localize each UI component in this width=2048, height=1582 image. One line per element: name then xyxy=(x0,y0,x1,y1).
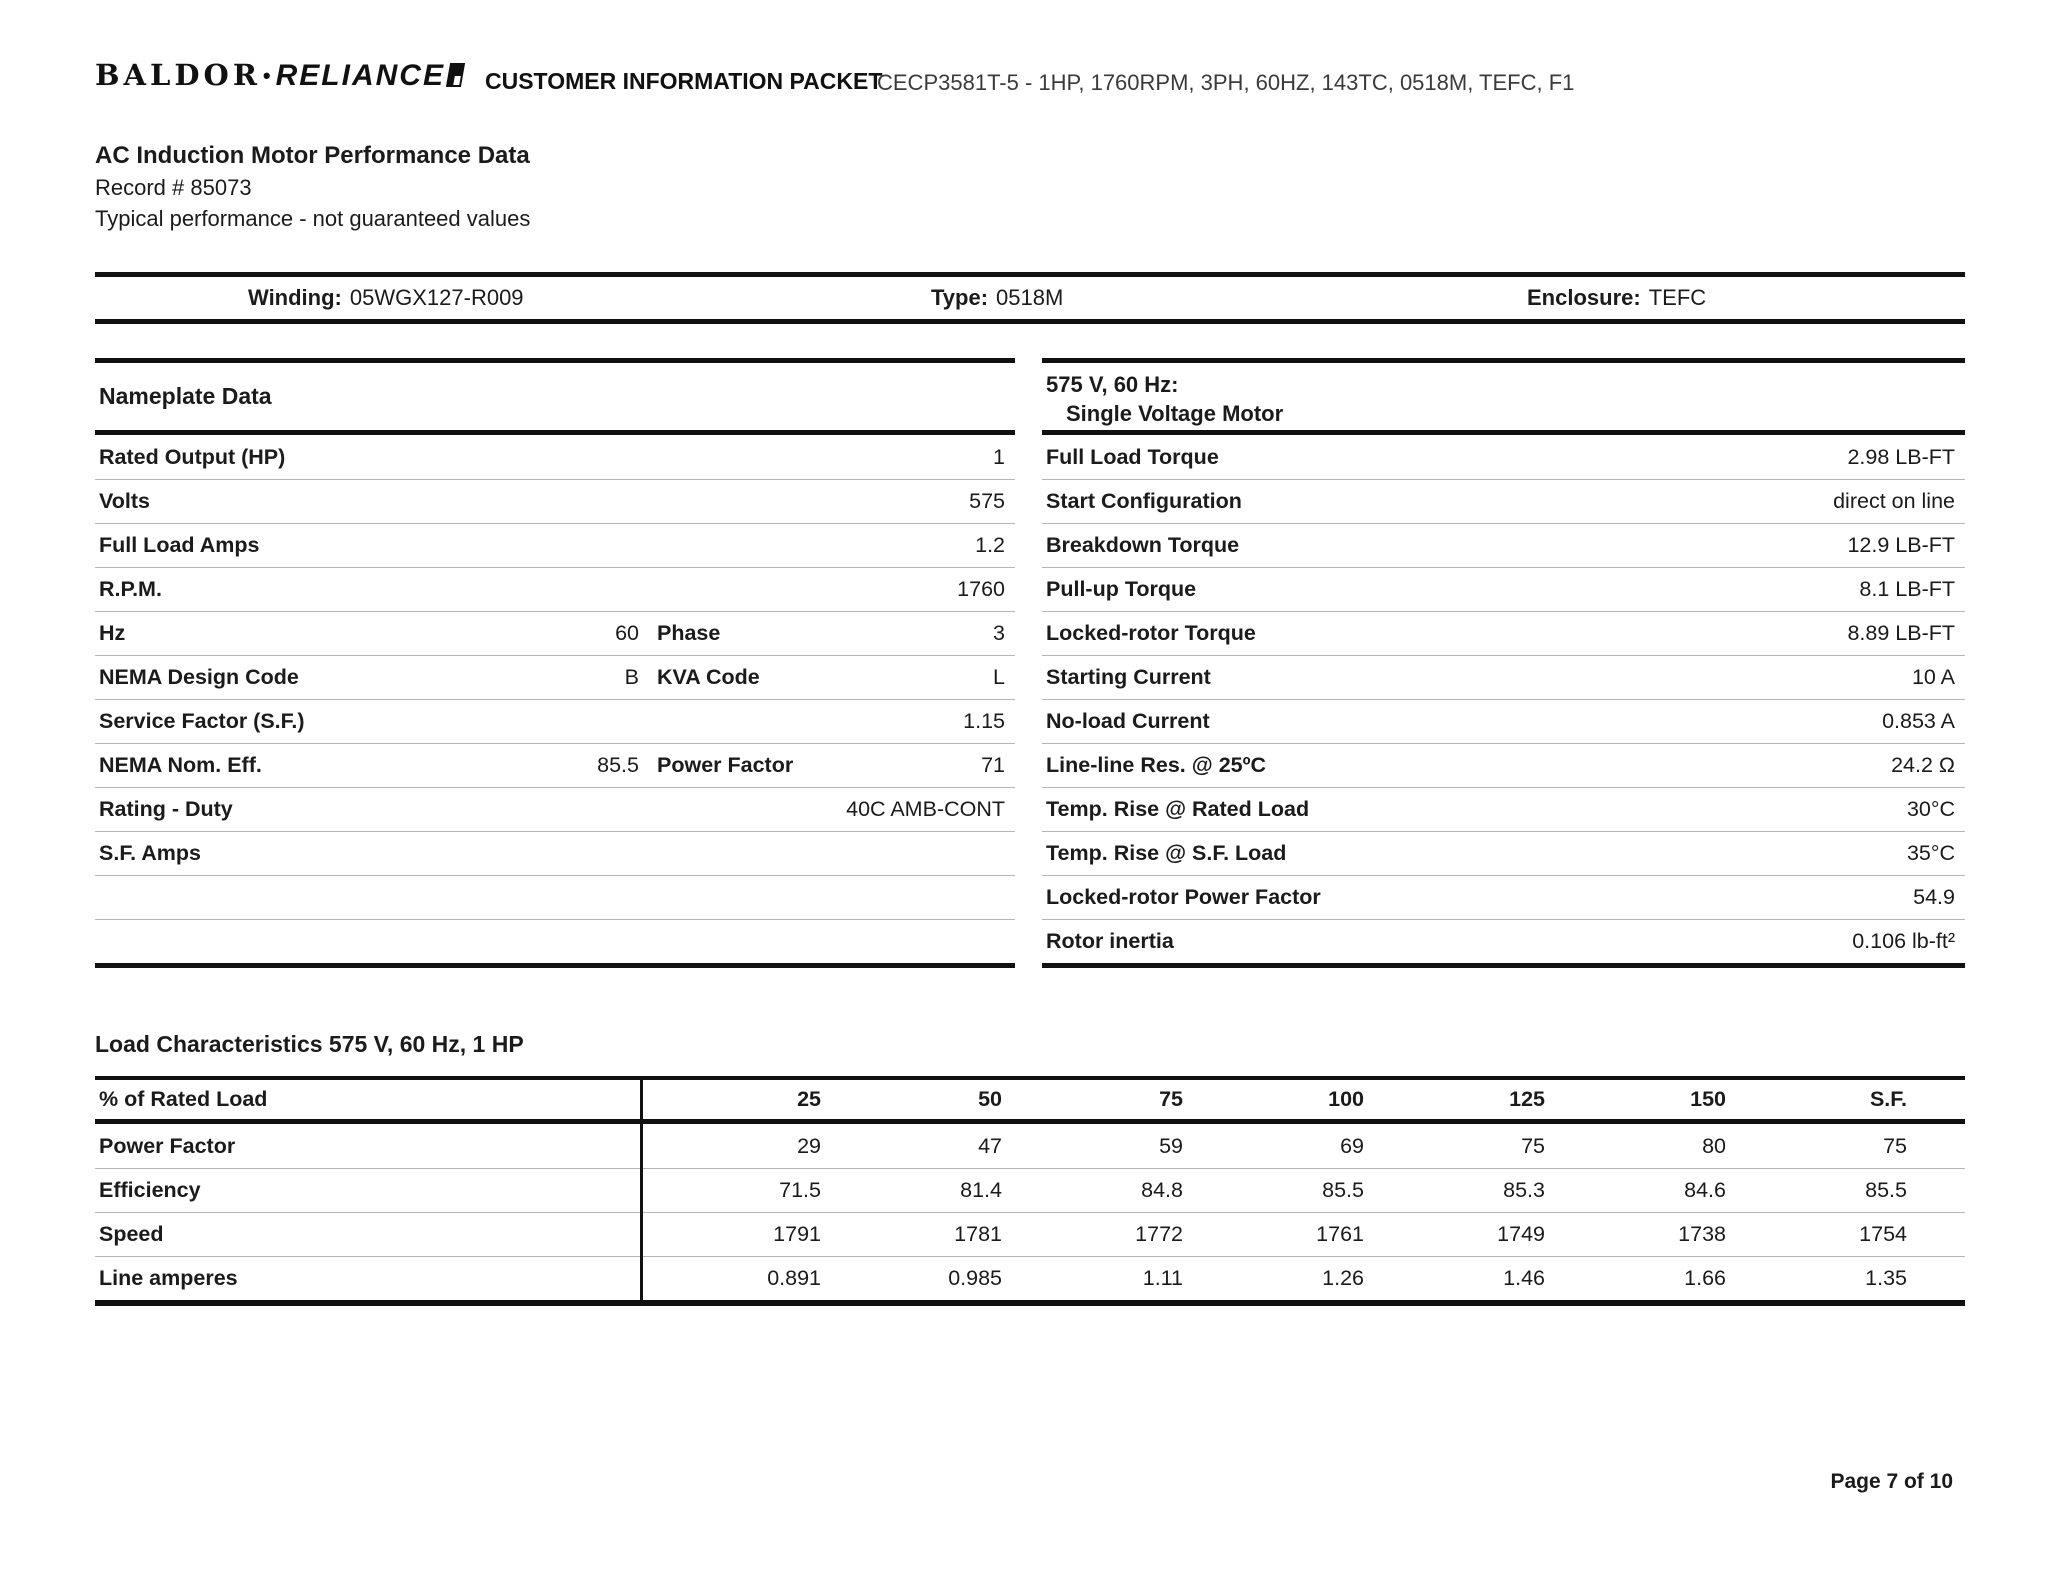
row-label: Breakdown Torque xyxy=(1046,533,1240,557)
nameplate-row xyxy=(95,435,1015,479)
load-row-label: Line amperes xyxy=(99,1266,238,1290)
row-label: Service Factor (S.F.) xyxy=(99,709,305,733)
electrical-data-table xyxy=(1042,358,1965,968)
load-row-value: 0.891 xyxy=(767,1266,821,1290)
row-value: 10 A xyxy=(1911,665,1955,689)
enclosure-label: Enclosure: xyxy=(1527,285,1641,310)
row-value: 575 xyxy=(969,489,1005,513)
packet-title: CUSTOMER INFORMATION PACKET xyxy=(485,68,883,94)
load-header-cell: 125 xyxy=(1509,1087,1545,1111)
row-value: 54.9 xyxy=(1913,885,1955,909)
electrical-row xyxy=(1042,699,1965,743)
load-table-divider xyxy=(640,1080,643,1300)
logo-reliance-text: RELIANCE xyxy=(275,59,445,92)
row-value: 71 xyxy=(981,753,1005,777)
load-header-cell: S.F. xyxy=(1869,1087,1907,1111)
nameplate-row xyxy=(95,787,1015,831)
logo-trademark-icon xyxy=(446,63,465,87)
nameplate-row xyxy=(95,699,1015,743)
row-value: 8.89 LB-FT xyxy=(1847,621,1955,645)
document-header xyxy=(95,58,1965,104)
electrical-row xyxy=(1042,919,1965,963)
row-label: Rotor inertia xyxy=(1046,929,1174,953)
row-label: Start Configuration xyxy=(1046,489,1242,513)
load-characteristics-title: Load Characteristics 575 V, 60 Hz, 1 HP xyxy=(95,1031,524,1057)
load-characteristics-table xyxy=(95,1076,1965,1306)
load-row-value: 1761 xyxy=(1316,1222,1364,1246)
load-header-cell: 150 xyxy=(1690,1087,1726,1111)
electrical-table-title xyxy=(1042,358,1965,435)
type-field xyxy=(931,277,1063,319)
load-row-value: 81.4 xyxy=(960,1178,1002,1202)
load-row-label: Power Factor xyxy=(99,1133,236,1158)
load-row-value: 1.11 xyxy=(1142,1266,1183,1290)
row-mid-value: 60 xyxy=(615,621,639,645)
row-label: Hz xyxy=(99,621,126,645)
logo-baldor-text: BALDOR xyxy=(95,58,261,92)
load-row-value: 29 xyxy=(797,1133,821,1158)
row-value: 1760 xyxy=(957,577,1005,601)
electrical-row xyxy=(1042,655,1965,699)
row-label: Locked-rotor Power Factor xyxy=(1046,885,1321,909)
load-row-value: 1754 xyxy=(1859,1222,1907,1246)
row-value: 3 xyxy=(993,621,1005,645)
row-label: Volts xyxy=(99,489,150,513)
row-label: Temp. Rise @ S.F. Load xyxy=(1046,841,1287,865)
row-mid-value: 85.5 xyxy=(597,753,639,777)
logo-dot-separator: • xyxy=(262,63,271,88)
electrical-row xyxy=(1042,787,1965,831)
row-label: No-load Current xyxy=(1046,709,1210,733)
nameplate-row xyxy=(95,479,1015,523)
row-label: Line-line Res. @ 25ºC xyxy=(1046,753,1266,777)
nameplate-row xyxy=(95,743,1015,787)
row-value: L xyxy=(993,665,1005,689)
load-row-value: 1772 xyxy=(1135,1222,1183,1246)
row-value: 1.2 xyxy=(975,533,1005,557)
electrical-row xyxy=(1042,831,1965,875)
electrical-row xyxy=(1042,743,1965,787)
row-value: 1.15 xyxy=(963,709,1005,733)
load-row-value: 71.5 xyxy=(779,1178,821,1202)
row-label: Full Load Torque xyxy=(1046,444,1219,469)
nameplate-row xyxy=(95,611,1015,655)
load-row-value: 84.8 xyxy=(1141,1178,1183,1202)
load-row-value: 69 xyxy=(1340,1133,1364,1158)
row-label: NEMA Nom. Eff. xyxy=(99,753,262,777)
load-row-value: 75 xyxy=(1883,1133,1907,1158)
row-value: 12.9 LB-FT xyxy=(1847,533,1955,557)
load-row-value: 85.3 xyxy=(1503,1178,1545,1202)
winding-label: Winding: xyxy=(248,285,342,310)
load-row-value: 1.26 xyxy=(1322,1266,1364,1290)
row-label: NEMA Design Code xyxy=(99,665,299,689)
load-row-value: 80 xyxy=(1702,1133,1726,1158)
electrical-row xyxy=(1042,435,1965,479)
load-header-cell: 50 xyxy=(978,1087,1002,1111)
nameplate-row xyxy=(95,831,1015,875)
row-label: Rating - Duty xyxy=(99,797,233,821)
winding-value: 05WGX127-R009 xyxy=(349,285,524,310)
row-value: 2.98 LB-FT xyxy=(1847,444,1955,469)
row-label: Temp. Rise @ Rated Load xyxy=(1046,797,1310,821)
row-label: Pull-up Torque xyxy=(1046,577,1197,601)
row-value: direct on line xyxy=(1833,489,1955,513)
electrical-row xyxy=(1042,523,1965,567)
load-row-value: 84.6 xyxy=(1684,1178,1726,1202)
row-value: 30°C xyxy=(1906,797,1955,821)
enclosure-value: TEFC xyxy=(1648,285,1707,310)
record-number: Record # 85073 xyxy=(95,175,252,200)
load-row-value: 0.985 xyxy=(948,1266,1002,1290)
row-value: 24.2 Ω xyxy=(1891,753,1955,777)
load-row-value: 1791 xyxy=(773,1222,821,1246)
baldor-reliance-logo xyxy=(95,58,463,93)
row-label: Full Load Amps xyxy=(99,533,260,557)
row-label: R.P.M. xyxy=(99,577,162,601)
load-header-label: % of Rated Load xyxy=(99,1087,268,1111)
electrical-row xyxy=(1042,567,1965,611)
load-header-cell: 100 xyxy=(1328,1087,1364,1111)
load-table-body xyxy=(95,1124,1965,1300)
type-value: 0518M xyxy=(996,285,1064,310)
row-second-label: Power Factor xyxy=(657,753,794,777)
electrical-row xyxy=(1042,875,1965,919)
load-row-value: 1781 xyxy=(954,1222,1002,1246)
enclosure-field xyxy=(1527,277,1706,319)
electrical-row xyxy=(1042,479,1965,523)
row-value: 8.1 LB-FT xyxy=(1859,577,1955,601)
electrical-title-line1: 575 V, 60 Hz: xyxy=(1046,372,1179,397)
page-title: AC Induction Motor Performance Data xyxy=(95,142,530,169)
load-row-value: 85.5 xyxy=(1322,1178,1364,1202)
nameplate-data-table xyxy=(95,358,1015,968)
catalog-spec-line: CECP3581T-5 - 1HP, 1760RPM, 3PH, 60HZ, 143TC, 0518M, TEFC, F1 xyxy=(877,70,1575,95)
row-value: 35°C xyxy=(1906,841,1955,865)
nameplate-row xyxy=(95,655,1015,699)
load-table-row xyxy=(95,1168,1965,1212)
nameplate-row xyxy=(95,875,1015,919)
nameplate-row xyxy=(95,523,1015,567)
load-table-row xyxy=(95,1124,1965,1168)
row-label: Rated Output (HP) xyxy=(99,444,286,469)
electrical-rows xyxy=(1042,435,1965,968)
nameplate-row xyxy=(95,567,1015,611)
disclaimer-note: Typical performance - not guaranteed values xyxy=(95,206,531,231)
row-second-label: Phase xyxy=(657,621,721,645)
page-indicator: Page 7 of 10 xyxy=(1830,1470,1953,1493)
row-label: Locked-rotor Torque xyxy=(1046,621,1256,645)
load-row-label: Speed xyxy=(99,1222,164,1246)
nameplate-row xyxy=(95,919,1015,963)
nameplate-rows xyxy=(95,435,1015,968)
load-table-row xyxy=(95,1256,1965,1300)
load-row-value: 59 xyxy=(1159,1133,1183,1158)
electrical-row xyxy=(1042,611,1965,655)
load-row-label: Efficiency xyxy=(99,1178,201,1202)
row-label: S.F. Amps xyxy=(99,841,201,865)
row-value: 0.853 A xyxy=(1882,709,1955,733)
row-mid-value: B xyxy=(624,665,639,689)
row-value: 0.106 lb-ft² xyxy=(1852,929,1955,953)
load-row-value: 1.66 xyxy=(1684,1266,1726,1290)
row-label: Starting Current xyxy=(1046,665,1211,689)
load-header-cell: 75 xyxy=(1159,1087,1183,1111)
row-value: 40C AMB-CONT xyxy=(846,797,1005,821)
row-second-label: KVA Code xyxy=(657,665,760,689)
load-row-value: 75 xyxy=(1521,1133,1545,1158)
nameplate-table-title: Nameplate Data xyxy=(95,358,1015,435)
load-header-cell: 25 xyxy=(797,1087,821,1111)
row-value: 1 xyxy=(993,444,1005,469)
winding-band xyxy=(95,272,1965,324)
load-row-value: 85.5 xyxy=(1865,1178,1907,1202)
load-row-value: 1749 xyxy=(1497,1222,1545,1246)
load-row-value: 47 xyxy=(978,1133,1002,1158)
type-label: Type: xyxy=(931,285,989,310)
load-row-value: 1738 xyxy=(1678,1222,1726,1246)
load-table-header xyxy=(95,1080,1965,1124)
load-table-row xyxy=(95,1212,1965,1256)
load-row-value: 1.35 xyxy=(1865,1266,1907,1290)
title-block xyxy=(95,140,530,234)
winding-field xyxy=(248,277,524,319)
electrical-title-line2: Single Voltage Motor xyxy=(1066,401,1284,426)
load-row-value: 1.46 xyxy=(1503,1266,1545,1290)
